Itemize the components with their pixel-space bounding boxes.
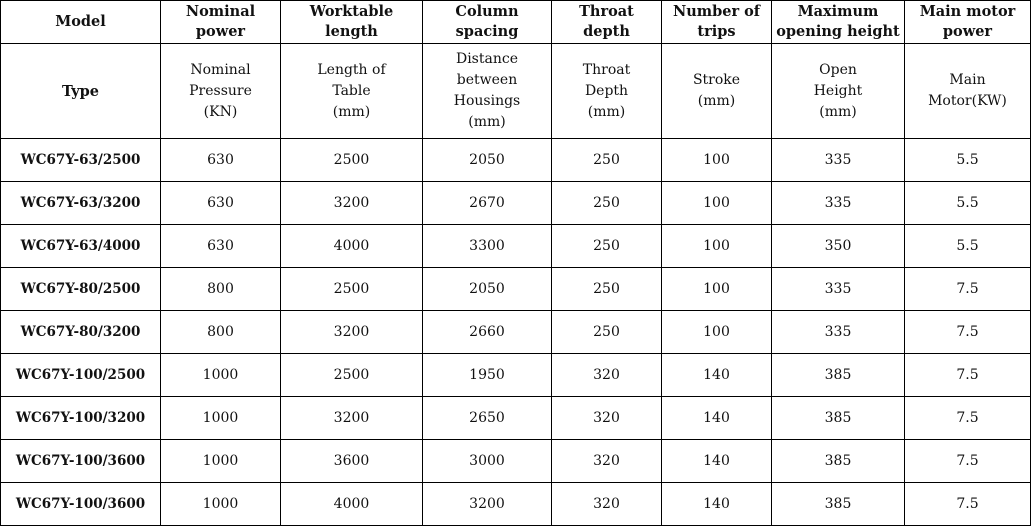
nominal-pressure-cell: 1000 [161, 397, 281, 440]
stroke-cell: 100 [662, 182, 772, 225]
table-row [1, 311, 1031, 354]
table-row [1, 268, 1031, 311]
subheader-throat-depth: Throat Depth (mm) [552, 44, 662, 139]
nominal-pressure-cell: 1000 [161, 483, 281, 526]
nominal-pressure-cell: 630 [161, 182, 281, 225]
stroke-cell: 140 [662, 483, 772, 526]
table-row [1, 354, 1031, 397]
model-cell: WC67Y-100/3200 [1, 397, 161, 440]
table-row [1, 139, 1031, 182]
table-row [1, 225, 1031, 268]
motor-power-cell: 5.5 [905, 139, 1031, 182]
table-length-cell: 2500 [281, 268, 423, 311]
model-cell: WC67Y-80/3200 [1, 311, 161, 354]
housing-distance-cell: 2660 [423, 311, 552, 354]
table-length-cell: 4000 [281, 483, 423, 526]
motor-power-cell: 7.5 [905, 354, 1031, 397]
table-length-cell: 3200 [281, 311, 423, 354]
open-height-cell: 335 [772, 139, 905, 182]
table-length-cell: 2500 [281, 354, 423, 397]
throat-depth-cell: 320 [552, 397, 662, 440]
housing-distance-cell: 2670 [423, 182, 552, 225]
throat-depth-cell: 250 [552, 225, 662, 268]
header-main-motor-power: Main motor power [905, 1, 1031, 44]
table-length-cell: 3200 [281, 182, 423, 225]
table-length-cell: 4000 [281, 225, 423, 268]
subheader-open-height: Open Height (mm) [772, 44, 905, 139]
model-cell: WC67Y-63/4000 [1, 225, 161, 268]
nominal-pressure-cell: 1000 [161, 440, 281, 483]
table-row [1, 397, 1031, 440]
housing-distance-cell: 3300 [423, 225, 552, 268]
motor-power-cell: 7.5 [905, 397, 1031, 440]
motor-power-cell: 7.5 [905, 483, 1031, 526]
model-cell: WC67Y-63/2500 [1, 139, 161, 182]
open-height-cell: 385 [772, 440, 905, 483]
throat-depth-cell: 250 [552, 268, 662, 311]
header-number-of-trips: Number of trips [662, 1, 772, 44]
nominal-pressure-cell: 800 [161, 311, 281, 354]
stroke-cell: 140 [662, 440, 772, 483]
table-length-cell: 2500 [281, 139, 423, 182]
subheader-nominal-pressure: Nominal Pressure (KN) [161, 44, 281, 139]
open-height-cell: 335 [772, 268, 905, 311]
table-row [1, 182, 1031, 225]
throat-depth-cell: 320 [552, 440, 662, 483]
throat-depth-cell: 250 [552, 311, 662, 354]
throat-depth-cell: 320 [552, 354, 662, 397]
header-worktable-length: Worktable length [281, 1, 423, 44]
nominal-pressure-cell: 800 [161, 268, 281, 311]
open-height-cell: 335 [772, 182, 905, 225]
header-column-spacing: Column spacing [423, 1, 552, 44]
motor-power-cell: 5.5 [905, 182, 1031, 225]
housing-distance-cell: 1950 [423, 354, 552, 397]
open-height-cell: 350 [772, 225, 905, 268]
stroke-cell: 100 [662, 139, 772, 182]
open-height-cell: 385 [772, 354, 905, 397]
nominal-pressure-cell: 630 [161, 139, 281, 182]
housing-distance-cell: 2050 [423, 268, 552, 311]
stroke-cell: 100 [662, 225, 772, 268]
table-length-cell: 3200 [281, 397, 423, 440]
subheader-length-of-table: Length of Table (mm) [281, 44, 423, 139]
open-height-cell: 385 [772, 483, 905, 526]
stroke-cell: 140 [662, 354, 772, 397]
open-height-cell: 335 [772, 311, 905, 354]
subheader-row [1, 44, 1031, 139]
throat-depth-cell: 250 [552, 139, 662, 182]
nominal-pressure-cell: 630 [161, 225, 281, 268]
motor-power-cell: 7.5 [905, 311, 1031, 354]
stroke-cell: 140 [662, 397, 772, 440]
open-height-cell: 385 [772, 397, 905, 440]
header-throat-depth: Throat depth [552, 1, 662, 44]
housing-distance-cell: 2050 [423, 139, 552, 182]
stroke-cell: 100 [662, 268, 772, 311]
model-cell: WC67Y-100/2500 [1, 354, 161, 397]
model-cell: WC67Y-100/3600 [1, 483, 161, 526]
header-nominal-power: Nominal power [161, 1, 281, 44]
model-cell: WC67Y-100/3600 [1, 440, 161, 483]
housing-distance-cell: 3000 [423, 440, 552, 483]
subheader-distance-between-housings: Distance between Housings (mm) [423, 44, 552, 139]
subheader-type: Type [1, 44, 161, 139]
throat-depth-cell: 250 [552, 182, 662, 225]
motor-power-cell: 7.5 [905, 440, 1031, 483]
table-row [1, 440, 1031, 483]
housing-distance-cell: 3200 [423, 483, 552, 526]
stroke-cell: 100 [662, 311, 772, 354]
subheader-stroke: Stroke (mm) [662, 44, 772, 139]
header-max-opening-height: Maximum opening height [772, 1, 905, 44]
header-model: Model [1, 1, 161, 44]
header-row [1, 1, 1031, 44]
model-cell: WC67Y-63/3200 [1, 182, 161, 225]
nominal-pressure-cell: 1000 [161, 354, 281, 397]
table-length-cell: 3600 [281, 440, 423, 483]
motor-power-cell: 5.5 [905, 225, 1031, 268]
motor-power-cell: 7.5 [905, 268, 1031, 311]
model-cell: WC67Y-80/2500 [1, 268, 161, 311]
throat-depth-cell: 320 [552, 483, 662, 526]
table-row [1, 483, 1031, 526]
subheader-main-motor: Main Motor(KW) [905, 44, 1031, 139]
housing-distance-cell: 2650 [423, 397, 552, 440]
